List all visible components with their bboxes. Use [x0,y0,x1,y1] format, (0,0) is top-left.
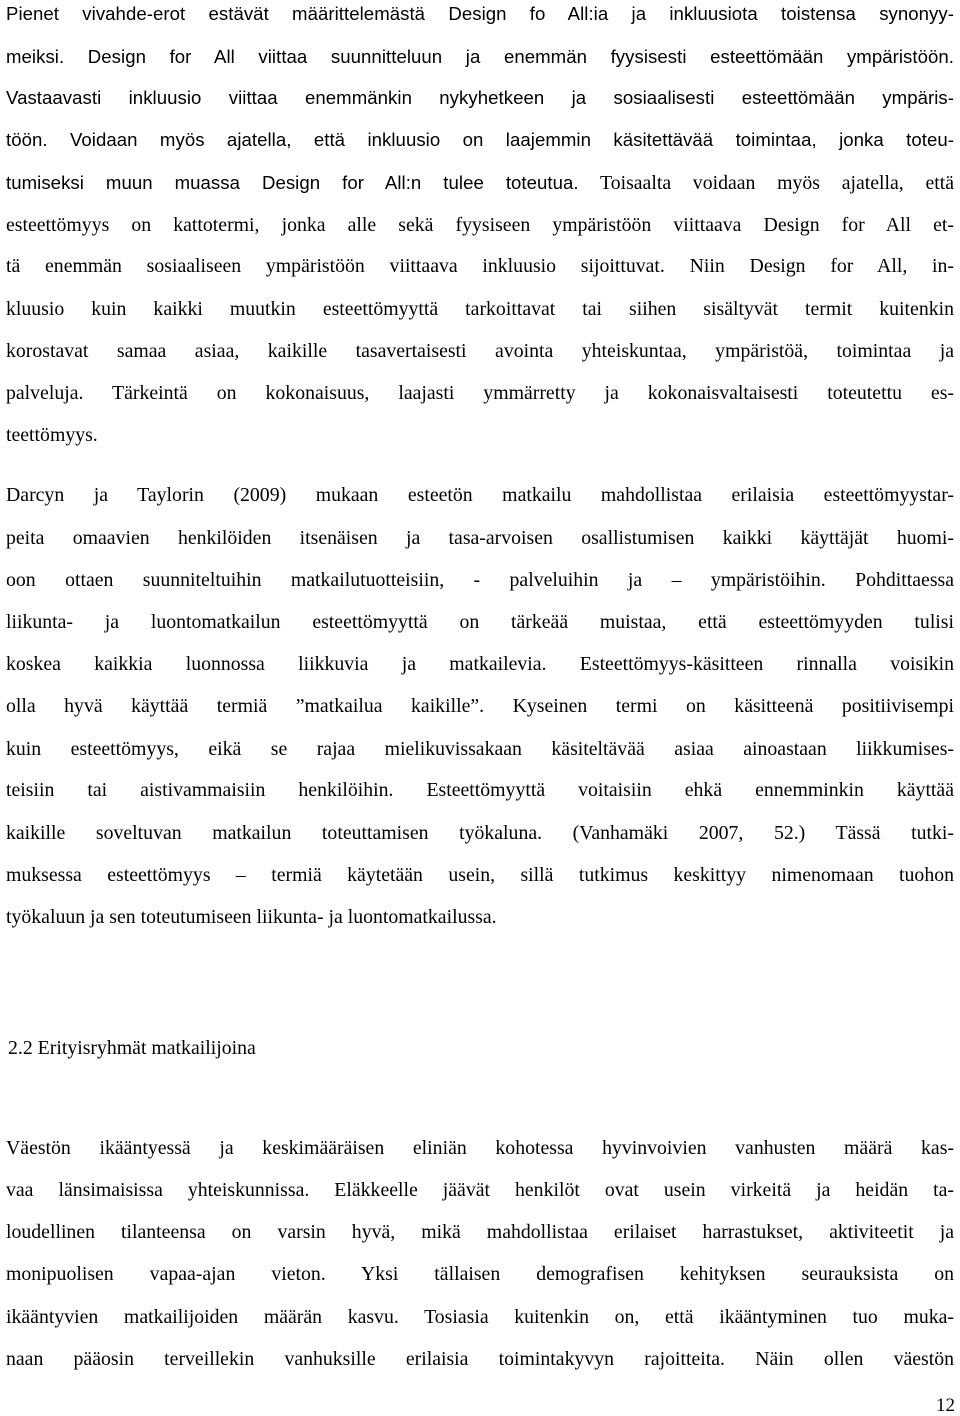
paragraph-2-line-5: koskea kaikkia luonnossa liikkuvia ja matkailevia. Esteettömyys-käsitteen rinnalla voisikin [6,653,954,675]
paragraph-1-line-4: töön. Voidaan myös ajatella, että inkluusio on laajemmin käsitettävää toimintaa, jonka toteu- [6,129,954,150]
paragraph-1-line-8: kluusio kuin kaikki muutkin esteettömyyttä tarkoittavat tai siihen sisältyvät termit kuitenkin [6,298,954,320]
paragraph-2-line-7: kuin esteettömyys, eikä se rajaa mielikuvissakaan käsiteltävää asiaa ainoastaan liikkumises- [6,738,954,760]
paragraph-3-line-5: ikääntyvien matkailijoiden määrän kasvu. Tosiasia kuitenkin on, että ikääntyminen tuo muka- [6,1306,954,1328]
paragraph-2-line-10: muksessa esteettömyys – termiä käytetään usein, sillä tutkimus keskittyy nimenomaan tuohon [6,864,954,886]
paragraph-1-line-5 [6,171,954,195]
paragraph-3-line-2: vaa länsimaisissa yhteiskunnissa. Eläkkeelle jäävät henkilöt ovat usein virkeitä ja heidän ta- [6,1179,954,1201]
paragraph-2-line-8: teisiin tai aistivammaisiin henkilöihin. Esteettömyyttä voitaisiin ehkä ennemminkin käyttää [6,779,954,801]
page-number: 12 [936,1395,955,1416]
paragraph-3-line-1: Väestön ikääntyessä ja keskimääräisen eliniän kohotessa hyvinvoivien vanhusten määrä kas- [6,1137,954,1159]
paragraph-2-line-6: olla hyvä käyttää termiä ”matkailua kaikille”. Kyseinen termi on käsitteenä positiivisempi [6,695,954,717]
paragraph-3-line-3: loudellinen tilanteensa on varsin hyvä, mikä mahdollistaa erilaiset harrastukset, aktiviteetit ja [6,1221,954,1243]
paragraph-1-line-10: palveluja. Tärkeintä on kokonaisuus, laajasti ymmärretty ja kokonaisvaltaisesti toteutettu es- [6,382,954,404]
paragraph-2-line-11: työkaluun ja sen toteutumiseen liikunta- ja luontomatkailussa. [6,906,497,928]
paragraph-1-line-11: teettömyys. [6,424,98,446]
paragraph-1-line-5-sans-part: tumiseksi muun muassa Design for All:n tulee toteutua. [6,172,579,193]
paragraph-2-line-2: peita omaavien henkilöiden itsenäisen ja tasa-arvoisen osallistumisen kaikki käyttäjät huomi- [6,527,954,549]
paragraph-2-line-3: oon ottaen suunniteltuihin matkailutuotteisiin, - palveluihin ja – ympäristöihin. Pohdittaessa [6,569,954,591]
section-heading: 2.2 Erityisryhmät matkailijoina [8,1037,256,1059]
paragraph-1-line-7: tä enemmän sosiaaliseen ympäristöön viittaava inkluusio sijoittuvat. Niin Design for All, in- [6,255,954,277]
paragraph-2-line-1: Darcyn ja Taylorin (2009) mukaan esteetön matkailu mahdollistaa erilaisia esteettömyystar- [6,484,954,506]
paragraph-1-line-5-serif-part: Toisaalta voidaan myös ajatella, että [578,172,954,194]
paragraph-1-line-2: meiksi. Design for All viittaa suunnitteluun ja enemmän fyysisesti esteettömään ympäristöön. [6,46,954,67]
paragraph-1-line-3: Vastaavasti inkluusio viittaa enemmänkin nykyhetkeen ja sosiaalisesti esteettömään ympäris- [6,87,954,108]
paragraph-2-line-9: kaikille soveltuvan matkailun toteuttamisen työkaluna. (Vanhamäki 2007, 52.) Tässä tutki- [6,822,954,844]
paragraph-1-line-1: Pienet vivahde-erot estävät määrittelemästä Design fo All:ia ja inkluusiota toistensa synonyy- [6,3,954,24]
paragraph-1-line-6: esteettömyys on kattotermi, jonka alle sekä fyysiseen ympäristöön viittaava Design for All et- [6,214,954,236]
paragraph-1-line-9: korostavat samaa asiaa, kaikille tasavertaisesti avointa yhteiskuntaa, ympäristöä, toimintaa ja [6,340,954,362]
paragraph-2-line-4: liikunta- ja luontomatkailun esteettömyyttä on tärkeää muistaa, että esteettömyyden tulisi [6,611,954,633]
paragraph-3-line-6: naan pääosin terveillekin vanhuksille erilaisia toimintakyvyn rajoitteita. Näin ollen väestön [6,1348,954,1370]
paragraph-3-line-4: monipuolisen vapaa-ajan vieton. Yksi tällaisen demografisen kehityksen seurauksista on [6,1263,954,1285]
